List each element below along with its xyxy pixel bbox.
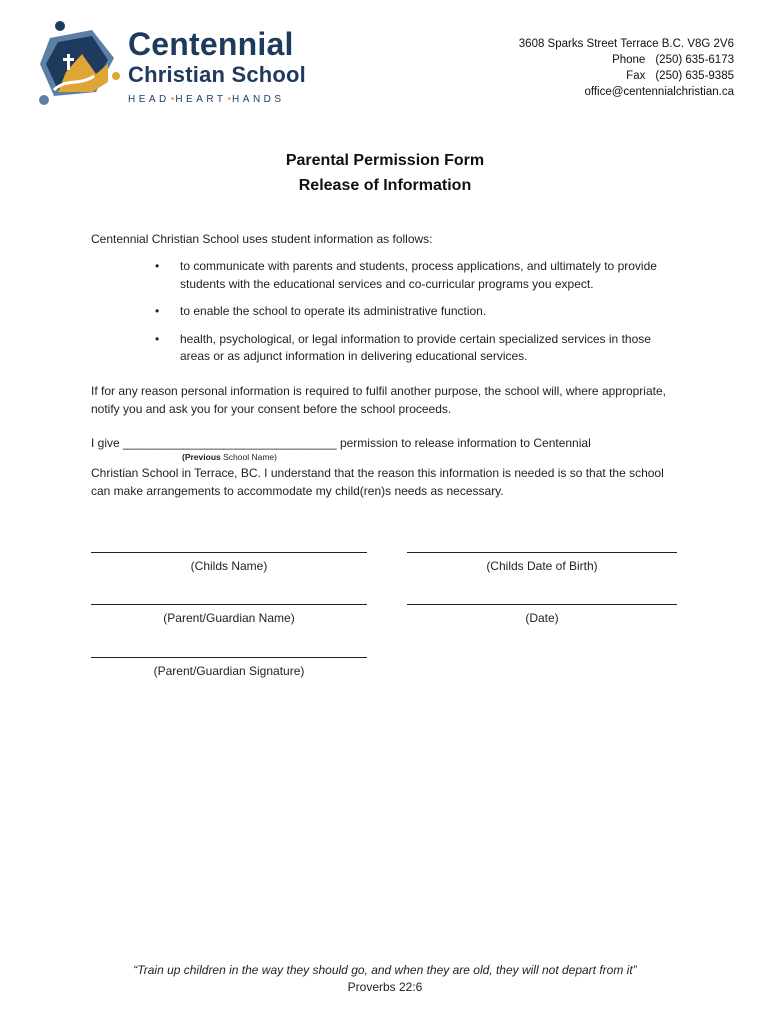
intro-text: Centennial Christian School uses student information as follows: [91,232,433,246]
list-item: • health, psychological, or legal information to provide certain specialized services in those areas or as adjunct information in delivering educational services. [155,331,651,363]
signature-line [91,590,367,605]
school-logo-text [128,28,306,105]
form-subtitle: Release of Information [298,177,472,194]
form-title: Parental Permission Form [285,152,485,169]
child-dob-field[interactable] [407,538,677,573]
school-tagline: HEAD•HEART•HANDS [128,94,285,105]
parent-signature-field[interactable] [91,643,367,678]
phone-label: Phone [612,54,646,66]
child-name-label: (Childs Name) [190,559,268,573]
fax-label: Fax [626,70,646,82]
fax-number: (250) 635-9385 [655,70,734,82]
contact-email[interactable]: office@centennialchristian.ca [584,86,734,98]
signature-line [407,590,677,605]
form-title-block [0,148,770,198]
signature-line [407,538,677,553]
uses-list [150,258,670,376]
verse-reference: Proverbs 22:6 [347,980,423,994]
understanding-paragraph: Christian School in Terrace, BC. I understand that the reason this information is needed is so that the school can make arrangements to accommodate my child(ren)s needs as necessary. [91,466,664,498]
list-item: • to enable the school to operate its administrative function. [150,303,670,321]
permission-line [91,434,681,452]
tagline-head: HEAD [128,94,170,105]
signature-line [91,538,367,553]
signature-line [91,643,367,658]
tagline-hands: HANDS [232,94,285,105]
previous-school-label: (Previous School Name) [182,452,277,462]
list-item: • to communicate with parents and students, process applications, and ultimately to provide students with the educational services and co-curricular programs you expect. [155,259,657,291]
child-dob-label: (Childs Date of Birth) [486,559,598,573]
parent-name-label: (Parent/Guardian Name) [163,611,295,625]
consent-paragraph: If for any reason personal information is required to fulfil another purpose, the school will, where appropriate, notify you and ask you for your consent before the school proceeds. [91,384,666,416]
school-name: Centennial [128,26,294,62]
contact-fax-row [519,68,734,84]
verse-quote: “Train up children in the way they should go, and when they are old, they will not depart from it” [133,963,637,977]
previous-school-field[interactable]: ________________________________ [123,436,337,450]
child-name-field[interactable] [91,538,367,573]
give-suffix: permission to release information to Centennial [339,436,591,450]
give-prefix: I give [91,436,120,450]
date-field[interactable] [407,590,677,625]
school-subtitle: Christian School [128,62,306,87]
footer-verse [0,962,770,996]
tagline-heart: HEART [175,94,227,105]
school-logo-icon [36,20,120,108]
bullet-icon: • [155,331,160,346]
bullet-icon: • [155,259,160,273]
contact-phone-row [519,52,734,68]
contact-block [519,36,734,100]
date-label: (Date) [525,611,559,625]
parent-signature-label: (Parent/Guardian Signature) [153,664,305,678]
phone-number: (250) 635-6173 [655,54,734,66]
bullet-icon: • [155,304,160,318]
parent-name-field[interactable] [91,590,367,625]
contact-address: 3608 Sparks Street Terrace B.C. V8G 2V6 [518,38,734,50]
